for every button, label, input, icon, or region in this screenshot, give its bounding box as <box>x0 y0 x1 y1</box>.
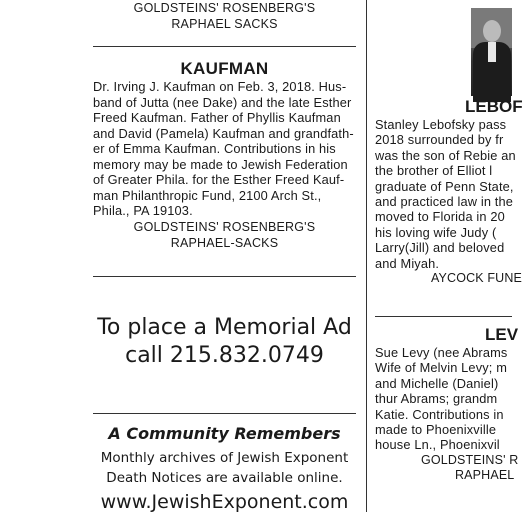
obituary-name: LEBOF <box>465 97 523 116</box>
obituary-text-line: made to Phoenixville <box>375 422 497 438</box>
funeral-home-line: RAPHAEL <box>455 468 515 483</box>
funeral-home-line: GOLDSTEINS' ROSENBERG'S <box>133 1 316 15</box>
funeral-home-line: GOLDSTEINS' R <box>421 452 519 467</box>
obituary-text-line: Dr. Irving J. Kaufman on Feb. 3, 2018. Hus- <box>93 79 347 94</box>
obituary-name: LEV <box>485 325 519 344</box>
top-funeral-home <box>93 0 356 32</box>
left-column <box>93 0 356 512</box>
obituary-text-line: was the son of Rebie an <box>375 147 516 163</box>
obituary-text-line: and Miyah. <box>375 255 440 271</box>
obituary-kaufman <box>93 59 356 251</box>
right-column <box>375 0 523 512</box>
obituary-text-line: Katie. Contributions in <box>375 406 504 422</box>
divider <box>93 413 356 414</box>
funeral-home-line: GOLDSTEINS' ROSENBERG'S <box>133 219 316 234</box>
website-link[interactable]: www.JewishExponent.com <box>100 491 349 513</box>
obituary-text-line: Sue Levy (nee Abrams <box>375 345 508 360</box>
obituary-text-line: Phila., PA 19103. <box>93 203 193 218</box>
obituary-text-line: his loving wife Judy ( <box>375 224 497 240</box>
obituary-text-line: memory may be made to Jewish Federation <box>93 156 348 172</box>
obituary-text-line: and David (Pamela) Kaufman and grandfath- <box>93 125 354 141</box>
obituary-text-line: thur Abrams; grandm <box>375 391 498 407</box>
community-text: Death Notices are available online. <box>106 470 343 486</box>
obituary-text-line: er of Emma Kaufman. Contributions in his <box>93 141 336 156</box>
obituary-name: KAUFMAN <box>180 59 269 78</box>
obituary-text-line: the brother of Elliot l <box>375 163 493 179</box>
obituary-text-line: Stanley Lebofsky pass <box>375 117 507 132</box>
obituary-text-line: of Greater Phila. for the Esther Freed Kauf- <box>93 172 345 187</box>
obituary-text-line: man Philanthropic Fund, 2100 Arch St., <box>93 187 322 203</box>
obituary-levy <box>375 325 519 484</box>
obituary-text-line: Larry(Jill) and beloved <box>375 240 505 256</box>
obituary-text-line: moved to Florida in 20 <box>375 209 505 225</box>
community-text: Monthly archives of Jewish Exponent <box>100 450 349 466</box>
memorial-ad <box>93 314 356 370</box>
obituary-text-line: 2018 surrounded by fr <box>375 132 504 148</box>
divider <box>375 316 512 317</box>
obituary-lebofsky <box>375 97 523 286</box>
community-remembers <box>93 424 356 514</box>
obituary-text-line: and Michelle (Daniel) <box>375 375 499 391</box>
memorial-ad-phone: call 215.832.0749 <box>125 343 324 368</box>
divider <box>93 46 356 47</box>
obituary-text-line: and practiced law in the <box>375 194 514 210</box>
funeral-home-line: RAPHAEL SACKS <box>171 17 278 31</box>
obituary-text-line: Wife of Melvin Levy; m <box>375 360 508 376</box>
obituary-text-line: band of Jutta (nee Dake) and the late Esther <box>93 94 352 110</box>
obituary-text-line: graduate of Penn State, <box>375 178 514 194</box>
funeral-home-line: AYCOCK FUNE <box>431 271 523 286</box>
portrait-photo <box>471 8 512 96</box>
community-title: A Community Remembers <box>108 424 341 443</box>
obituary-text-line: house Ln., Phoenixvil <box>375 437 500 453</box>
column-divider <box>366 0 367 512</box>
divider <box>93 276 356 277</box>
memorial-ad-headline: To place a Memorial Ad <box>97 315 352 340</box>
funeral-home-line: RAPHAEL-SACKS <box>170 235 279 250</box>
obituary-text-line: Freed Kaufman. Father of Phyllis Kaufman <box>93 110 341 125</box>
